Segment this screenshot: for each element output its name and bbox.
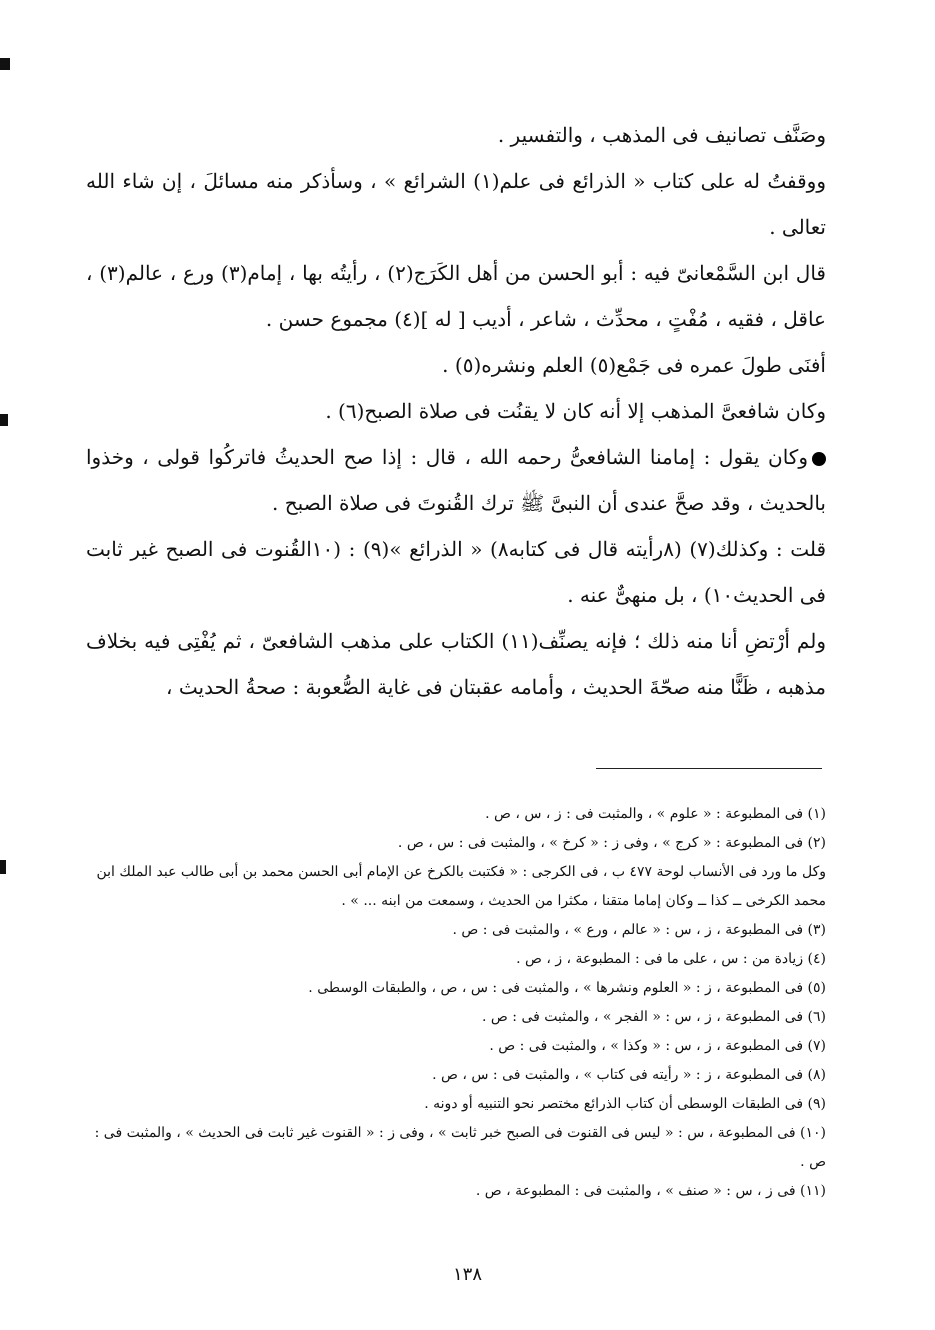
main-body-text [86, 112, 826, 710]
footnote: (٤) زيادة من : س ، على ما فى : المطبوعة ، ز ، ص . [516, 951, 826, 967]
paragraph: أفنَى طولَ عمره فى جَمْع(٥) العلم ونشره(٥) . [442, 353, 826, 377]
paragraph: ووقفتُ له على كتاب « الذرائع فى علم(١) الشرائع » ، وسأذكر منه مسائلَ ، إن شاء الله تعالى . [86, 169, 826, 239]
paragraph-text: وكان يقول : إمامنا الشافعىُّ رحمه الله ، قال : إذا صح الحديثُ فاتركُوا قولى ، وخذوا بالحديث ، وقد صحَّ عندى أن النبىَّ ﷺ ترك القُنوتَ فى صلاة الصبح . [86, 445, 826, 515]
paragraph: قلت : وكذلك(٧) (٨رأيته قال فى كتابه٨) « الذرائع »(٩) : (١٠القُنوت فى الصبح غير ثابت فى الحديث١٠) ، بل منهىٌّ عنه . [86, 537, 827, 607]
scan-edge-mark [0, 414, 8, 426]
paragraph-with-bullet [86, 434, 826, 526]
bullet-icon [812, 452, 826, 466]
paragraph: ولم أرْتضِ أنا منه ذلك ؛ فإنه يصنِّف(١١) الكتاب على مذهب الشافعىّ ، ثم يُفْتِى فيه بخلاف مذهبه ، ظَنًّا منه صحّةَ الحديث ، وأمامه عقبتان فى غاية الصُّعوبة : صحةُ الحديث ، [86, 629, 826, 699]
footnote: (٧) فى المطبوعة ، ز ، س : « وكذا » ، والمثبت فى : ص . [489, 1038, 826, 1054]
scan-edge-mark [0, 58, 10, 70]
paragraph: قال ابن السَّمْعانىّ فيه : أبو الحسن من أهل الكَرَج(٢) ، رأيتُه بها ، إمام(٣) ورع ، عالم(٣) ، عاقل ، فقيه ، مُفْتٍ ، محدِّث ، شاعر ، أديب [ له ](٤) مجموع حسن . [86, 261, 826, 331]
footnote: (٦) فى المطبوعة ، ز ، س : « الفجر » ، والمثبت فى : ص . [482, 1009, 826, 1025]
footnote-divider [596, 768, 822, 769]
page-number: ١٣٨ [452, 1264, 482, 1285]
paragraph: وصَنَّف تصانيف فى المذهب ، والتفسير . [497, 123, 826, 147]
footnote: (٥) فى المطبوعة ، ز : « العلوم ونشرها » ، والمثبت فى : س ، ص ، والطبقات الوسطى . [308, 980, 826, 996]
footnote: (١) فى المطبوعة : « علوم » ، والمثبت فى : ز ، س ، ص . [485, 806, 826, 822]
footnote: (١٠) فى المطبوعة ، س : « ليس فى القنوت فى الصبح خبر ثابت » ، وفى ز : « القنوت غير ثابت فى الحديث » ، والمثبت فى : ص . [94, 1125, 826, 1170]
footnote: (٣) فى المطبوعة ، ز ، س : « عالم ، ورع » ، والمثبت فى : ص . [452, 922, 826, 938]
footnotes [86, 800, 826, 1206]
scan-edge-mark [0, 860, 6, 874]
footnote: (١١) فى ز ، س : « صنف » ، والمثبت فى : المطبوعة ، ص . [475, 1183, 826, 1199]
footnote: (٢) فى المطبوعة : « كرج » ، وفى ز : « كرخ » ، والمثبت فى : س ، ص . [397, 835, 826, 851]
footnote: وكل ما ورد فى الأنساب لوحة ٤٧٧ ب ، فى الكرجى : « فكتبت بالكرخ عن الإمام أبى الحسن محمد بن أبى طالب عبد الملك ابن محمد الكرخى ــ كذا ــ وكان إماما متقنا ، مكثرا من الحديث ، وسمعت من ابنه ... » . [96, 864, 826, 909]
footnote: (٨) فى المطبوعة ، ز : « رأيته فى كتاب » ، والمثبت فى : س ، ص . [432, 1067, 826, 1083]
paragraph: وكان شافعىَّ المذهب إلا أنه كان لا يقنُت فى صلاة الصبح(٦) . [325, 399, 826, 423]
footnote: (٩) فى الطبقات الوسطى أن كتاب الذرائع مختصر نحو التنبيه أو دونه . [424, 1096, 826, 1112]
